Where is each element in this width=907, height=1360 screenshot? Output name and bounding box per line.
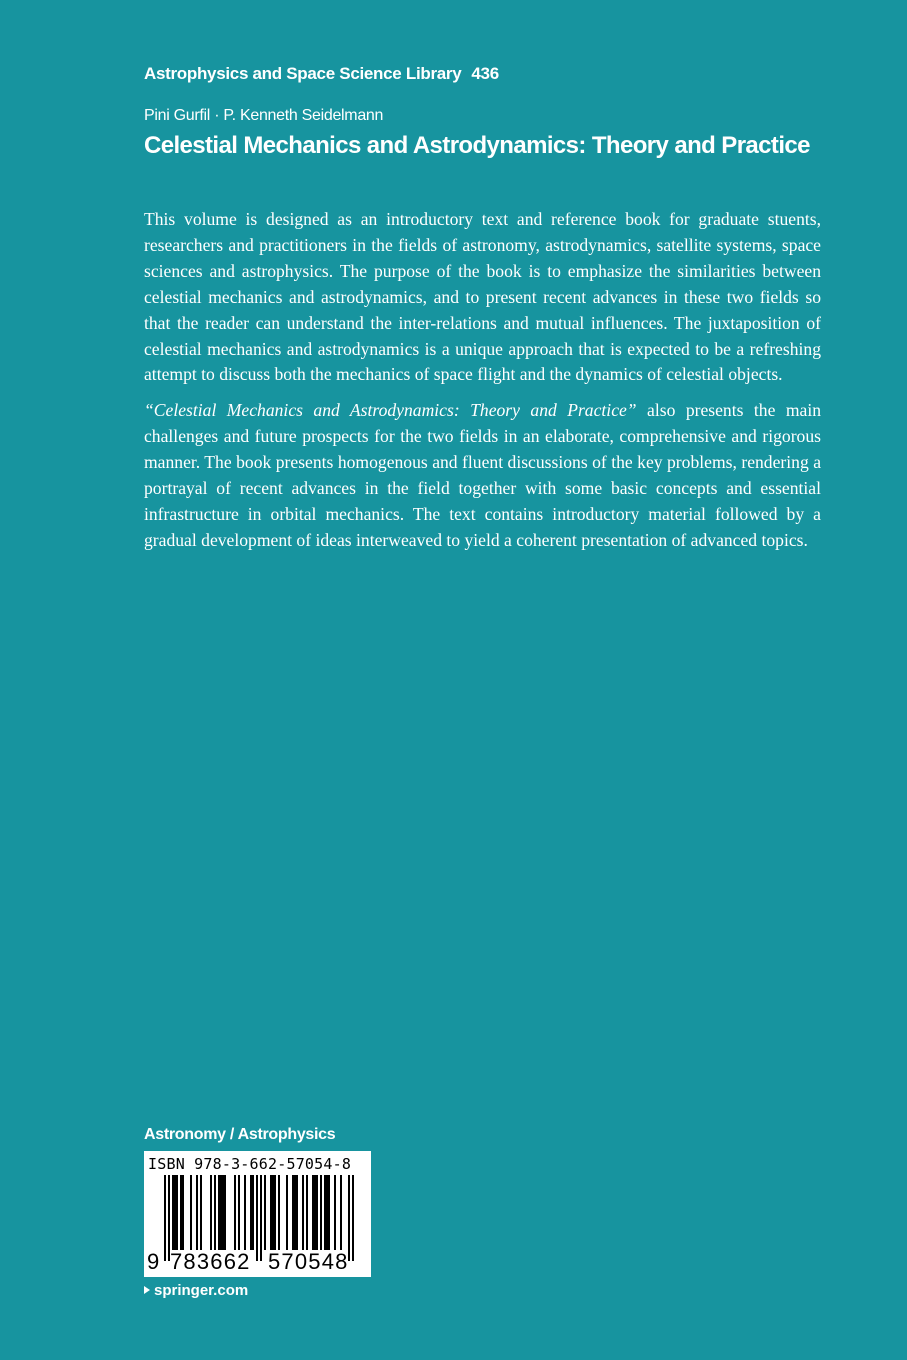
- barcode-digits: [144, 1249, 371, 1275]
- blurb-title-quote: “Celestial Mechanics and Astrodynamics: Theory and Practice”: [144, 400, 637, 421]
- barcode-digits-right: 570548: [268, 1249, 349, 1274]
- barcode-bar: [312, 1175, 318, 1250]
- barcode-bar: [172, 1175, 178, 1250]
- series-name: Astrophysics and Space Science Library: [144, 64, 462, 83]
- barcode-bar: [270, 1175, 276, 1250]
- barcode-bar: [190, 1175, 192, 1250]
- barcode-bar: [334, 1175, 336, 1250]
- barcode-bar: [196, 1175, 198, 1250]
- barcode-bar: [214, 1175, 216, 1250]
- barcode-bar: [234, 1175, 236, 1250]
- isbn-barcode: [144, 1151, 371, 1277]
- barcode-bar: [238, 1175, 240, 1250]
- barcode-bar: [320, 1175, 322, 1250]
- barcode-bar: [340, 1175, 342, 1250]
- barcode-bar: [264, 1175, 266, 1250]
- blurb-paragraph-1: This volume is designed as an introductory text and reference book for graduate stuents, researchers and practitioners in the fields of astronomy, astrodynamics, satellite systems, space sciences and astrophysics. The purpose of the book is to emphasize the similarities between celestial mechanics and astrodynamics, and to present recent advances in these two fields so that the reader can understand the inter-relations and mutual influences. The juxtaposition of celestial mechanics and astrodynamics is a unique approach that is expected to be a refreshing attempt to discuss both the mechanics of space flight and the dynamics of celestial objects.: [144, 209, 821, 385]
- arrow-right-icon: [144, 1286, 150, 1294]
- barcode-bar: [218, 1175, 226, 1250]
- series-volume: 436: [471, 64, 499, 83]
- publisher-url: springer.com: [154, 1282, 249, 1299]
- series-line: [144, 64, 499, 84]
- barcode-bar: [306, 1175, 308, 1250]
- blurb-paragraph-2: [144, 398, 821, 553]
- barcode-bar: [250, 1175, 254, 1250]
- book-title: Celestial Mechanics and Astrodynamics: Theory and Practice: [144, 132, 810, 159]
- authors: Pini Gurfil · P. Kenneth Seidelmann: [144, 107, 384, 124]
- barcode-bar: [180, 1175, 184, 1250]
- barcode-bar: [278, 1175, 280, 1250]
- barcode-bar: [292, 1175, 298, 1250]
- isbn-label: ISBN 978-3-662-57054-8: [148, 1155, 352, 1173]
- barcode-bar: [200, 1175, 202, 1250]
- barcode-digit-first: 9: [147, 1249, 160, 1274]
- barcode-bar: [324, 1175, 330, 1250]
- barcode-bar: [286, 1175, 288, 1250]
- barcode-bar: [244, 1175, 246, 1250]
- barcode-bar: [302, 1175, 304, 1250]
- subject-category: Astronomy / Astrophysics: [144, 1126, 336, 1143]
- blurb-paragraph-2-text: also presents the main challenges and future prospects for the two fields in an elaborate, comprehensive and rigorous manner. The book presents homogenous and fluent discussions of the key problems, rendering a portrayal of recent advances in the field together with some basic concepts and essential infrastructure in orbital mechanics. The text contains introductory material followed by a gradual development of ideas interweaved to yield a coherent presentation of advanced topics.: [144, 400, 822, 550]
- blurb: [144, 207, 821, 564]
- barcode-bar: [210, 1175, 212, 1250]
- barcode-digits-left: 783662: [170, 1249, 251, 1274]
- publisher-link[interactable]: [144, 1282, 248, 1299]
